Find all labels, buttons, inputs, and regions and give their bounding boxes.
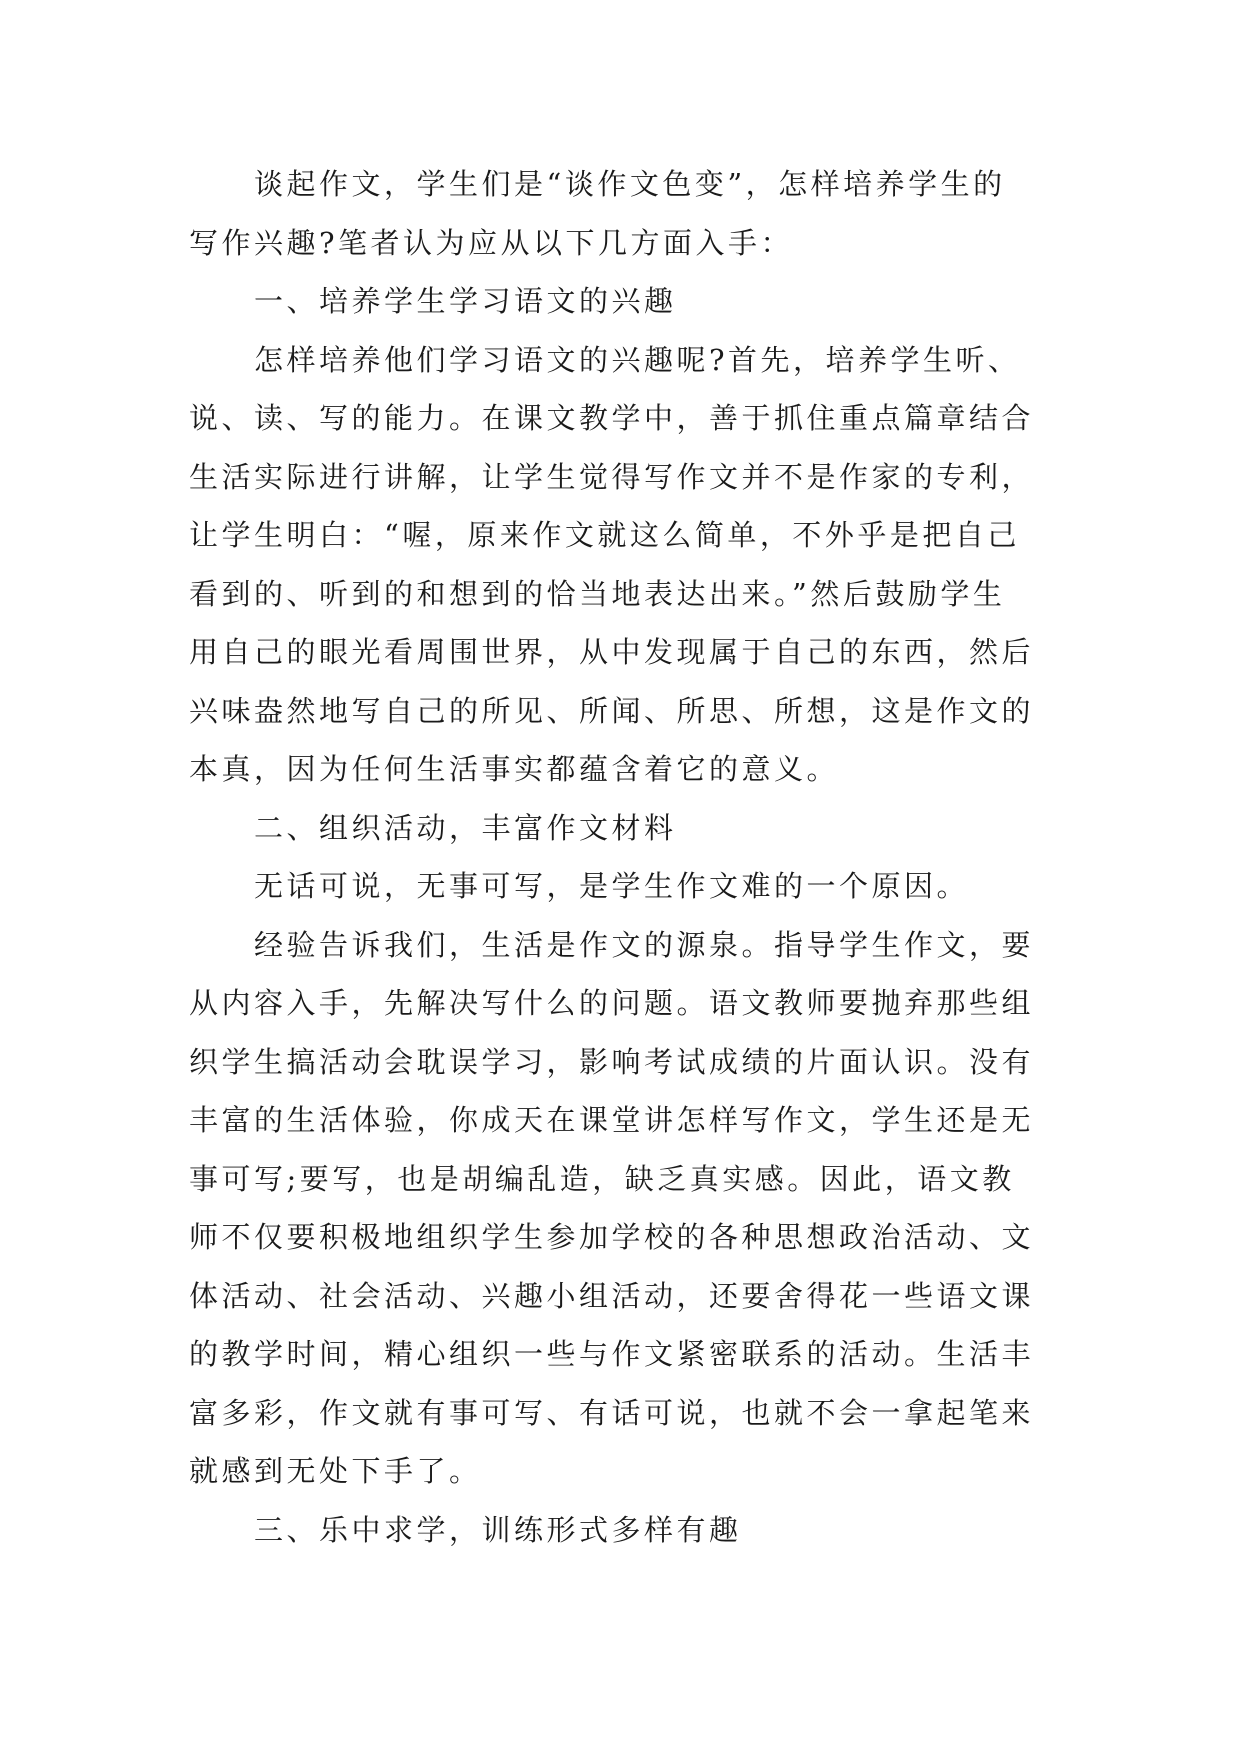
paragraph-line: 无话可说，无事可写，是学生作文难的一个原因。 [254, 869, 970, 903]
paragraph-line: 兴味盎然地写自己的所见、所闻、所思、所想，这是作文的 [189, 693, 1035, 728]
paragraph-line: 怎样培养他们学习语文的兴趣呢?首先，培养学生听、 [254, 342, 1021, 377]
document-body [189, 155, 1059, 1559]
paragraph-line: 看到的、听到的和想到的恰当地表达出来。”然后鼓励学生 [189, 576, 1006, 611]
paragraph-line: 谈起作文，学生们是“谈作文色变”，怎样培养学生的 [254, 167, 1006, 201]
section-heading: 二、组织活动，丰富作文材料 [254, 810, 677, 845]
paragraph-line: 富多彩，作文就有事可写、有话可说，也就不会一拿起笔来 [189, 1395, 1035, 1430]
paragraph-line: 织学生搞活动会耽误学习，影响考试成绩的片面认识。没有 [189, 1044, 1035, 1079]
paragraph-line: 事可写;要写，也是胡编乱造，缺乏真实感。因此，语文教 [189, 1161, 1015, 1196]
paragraph-line: 的教学时间，精心组织一些与作文紧密联系的活动。生活丰 [189, 1337, 1035, 1371]
paragraph-line: 经验告诉我们，生活是作文的源泉。指导学生作文，要 [254, 927, 1035, 962]
paragraph-line: 说、读、写的能力。在课文教学中，善于抓住重点篇章结合 [189, 401, 1035, 435]
paragraph-line: 用自己的眼光看周围世界，从中发现属于自己的东西，然后 [189, 635, 1035, 669]
paragraph-line: 生活实际进行讲解，让学生觉得写作文并不是作家的专利， [189, 459, 1035, 494]
paragraph-line: 让学生明白：“喔，原来作文就这么简单，不外乎是把自己 [189, 518, 1020, 552]
paragraph-line: 就感到无处下手了。 [189, 1454, 482, 1488]
paragraph-line: 丰富的生活体验，你成天在课堂讲怎样写作文，学生还是无 [189, 1103, 1035, 1137]
paragraph-line: 体活动、社会活动、兴趣小组活动，还要舍得花一些语文课 [189, 1278, 1035, 1313]
paragraph-line: 师不仅要积极地组织学生参加学校的各种思想政治活动、文 [189, 1220, 1035, 1254]
section-heading: 三、乐中求学，训练形式多样有趣 [254, 1512, 742, 1547]
paragraph-line: 写作兴趣?笔者认为应从以下几方面入手： [189, 225, 794, 260]
paragraph-line: 本真，因为任何生活事实都蕴含着它的意义。 [189, 752, 840, 786]
paragraph-line: 从内容入手，先解决写什么的问题。语文教师要抛弃那些组 [189, 986, 1035, 1020]
section-heading: 一、培养学生学习语文的兴趣 [254, 284, 677, 318]
